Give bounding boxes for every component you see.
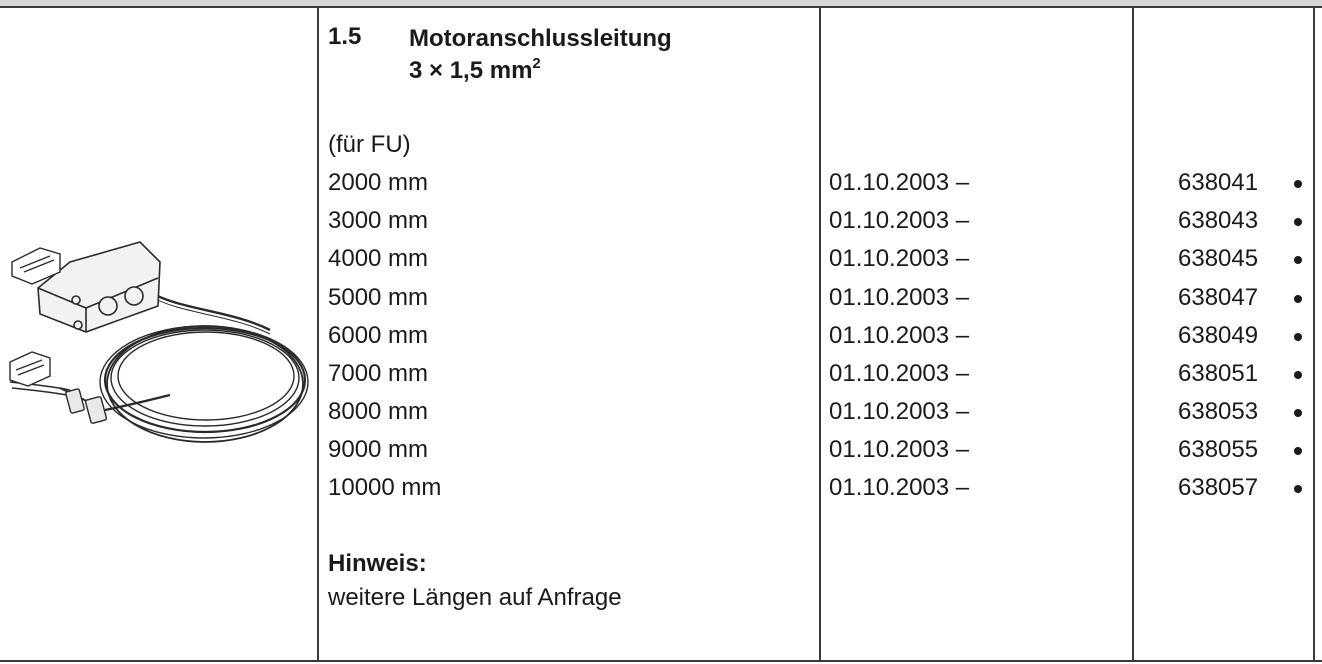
row-length: 8000 mm (328, 398, 429, 425)
row-valid-from: 01.10.2003 – (829, 207, 970, 234)
availability-bullet (1294, 447, 1302, 455)
availability-bullet (1294, 256, 1302, 264)
variant-label: (für FU) (328, 131, 411, 158)
section-subtitle (409, 55, 541, 85)
motor-cable-illustration (0, 10, 317, 660)
row-length: 5000 mm (328, 284, 429, 311)
cable-spec: 3 × 1,5 mm (409, 57, 533, 84)
row-length: 3000 mm (328, 207, 429, 234)
row-article-number: 638045 (1178, 245, 1259, 272)
row-length: 7000 mm (328, 360, 429, 387)
column-divider (819, 8, 821, 662)
column-divider (317, 8, 319, 662)
row-valid-from: 01.10.2003 – (829, 245, 970, 272)
row-length: 10000 mm (328, 474, 442, 501)
row-length: 4000 mm (328, 245, 429, 272)
row-article-number: 638047 (1178, 284, 1259, 311)
row-valid-from: 01.10.2003 – (829, 474, 970, 501)
row-valid-from: 01.10.2003 – (829, 284, 970, 311)
table-bottom-rule (0, 660, 1322, 662)
row-length: 6000 mm (328, 322, 429, 349)
row-valid-from: 01.10.2003 – (829, 360, 970, 387)
row-length: 9000 mm (328, 436, 429, 463)
row-valid-from: 01.10.2003 – (829, 169, 970, 196)
row-valid-from: 01.10.2003 – (829, 398, 970, 425)
availability-bullet (1294, 371, 1302, 379)
product-image-cell (0, 10, 317, 660)
row-valid-from: 01.10.2003 – (829, 322, 970, 349)
row-article-number: 638049 (1178, 322, 1259, 349)
note-text: weitere Längen auf Anfrage (328, 584, 622, 611)
section-title: Motoranschlussleitung (409, 25, 672, 52)
row-article-number: 638053 (1178, 398, 1259, 425)
row-valid-from: 01.10.2003 – (829, 436, 970, 463)
availability-bullet (1294, 485, 1302, 493)
section-number: 1.5 (328, 23, 362, 50)
column-divider (1313, 8, 1315, 662)
column-divider (1132, 8, 1134, 662)
row-article-number: 638051 (1178, 360, 1259, 387)
availability-bullet (1294, 218, 1302, 226)
cable-spec-exponent: 2 (532, 55, 541, 72)
table-top-band (0, 0, 1322, 8)
row-article-number: 638041 (1178, 169, 1259, 196)
row-article-number: 638057 (1178, 474, 1259, 501)
note-label: Hinweis: (328, 550, 427, 577)
availability-bullet (1294, 333, 1302, 341)
row-length: 2000 mm (328, 169, 429, 196)
availability-bullet (1294, 180, 1302, 188)
row-article-number: 638055 (1178, 436, 1259, 463)
row-article-number: 638043 (1178, 207, 1259, 234)
availability-bullet (1294, 409, 1302, 417)
availability-bullet (1294, 295, 1302, 303)
